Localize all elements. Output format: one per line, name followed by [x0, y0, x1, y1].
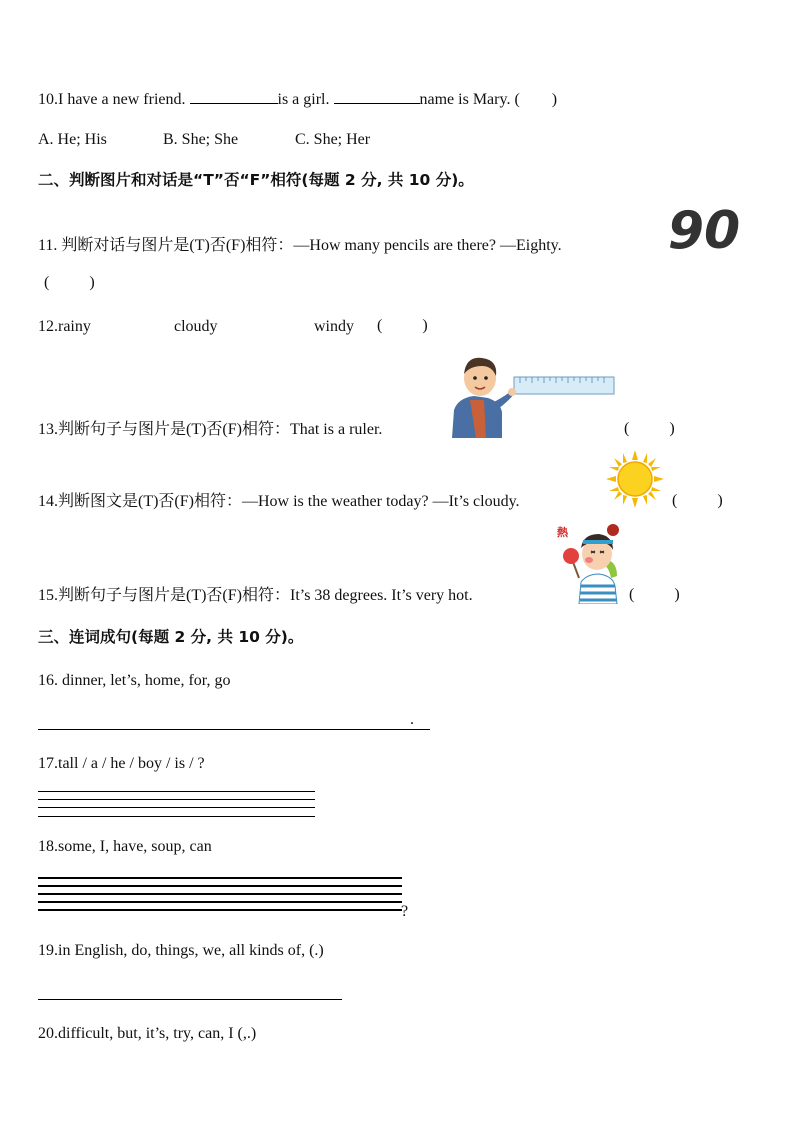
hot-sign-text: 熱 — [557, 526, 568, 539]
q10-option-b: B. She; She — [163, 131, 239, 148]
number-90-image — [666, 200, 742, 256]
question-11-text: 11. 判断对话与图片是(T)否(F)相符：—How many pencils are there? —Eighty. — [38, 237, 562, 254]
q12-item-rainy: 12.rainy — [38, 318, 91, 335]
q18-answer-line-5[interactable] — [38, 909, 402, 911]
q18-end-question-mark: ? — [401, 903, 409, 920]
section-3-heading: 三、连词成句(每题 2 分, 共 10 分)。 — [38, 628, 304, 646]
q10-option-a: A. He; His — [38, 131, 107, 148]
q18-answer-line-1[interactable] — [38, 877, 402, 879]
q16-answer-line[interactable] — [38, 729, 430, 730]
q10-prefix: 10.I have a new friend. — [38, 91, 186, 108]
q17-answer-line-4[interactable] — [38, 816, 315, 817]
question-13-text: 13.判断句子与图片是(T)否(F)相符：That is a ruler. — [38, 421, 383, 438]
q18-answer-line-2[interactable] — [38, 885, 402, 887]
q10-blank-1[interactable] — [190, 88, 278, 104]
q17-answer-line-1[interactable] — [38, 791, 315, 792]
q17-answer-line-3[interactable] — [38, 807, 315, 808]
q15-answer-paren[interactable]: ( ) — [629, 586, 680, 603]
q10-answer-paren[interactable]: ( ) — [514, 91, 558, 108]
question-14-text: 14.判断图文是(T)否(F)相符：—How is the weather today? —It’s cloudy. — [38, 493, 520, 510]
q16-end-period: . — [410, 711, 414, 728]
question-15-text: 15.判断句子与图片是(T)否(F)相符：It’s 38 degrees. It’s very hot. — [38, 587, 473, 604]
q18-answer-line-3[interactable] — [38, 893, 402, 895]
q13-answer-paren[interactable]: ( ) — [624, 420, 675, 437]
q17-answer-line-2[interactable] — [38, 799, 315, 800]
q10-option-c: C. She; Her — [295, 131, 371, 148]
q10-mid: is a girl. — [277, 91, 330, 108]
boy-with-ruler-image — [444, 350, 619, 440]
q10-tail: name is Mary. — [419, 91, 511, 108]
q12-answer-paren[interactable]: ( ) — [377, 317, 428, 334]
q12-item-cloudy: cloudy — [174, 318, 218, 335]
question-16-text: 16. dinner, let’s, home, for, go — [38, 672, 231, 689]
question-19-text: 19.in English, do, things, we, all kinds of, (.) — [38, 942, 324, 959]
hot-girl-image — [553, 520, 627, 604]
question-18-text: 18.some, I, have, soup, can — [38, 838, 212, 855]
q14-answer-paren[interactable]: ( ) — [672, 492, 723, 509]
q19-answer-line[interactable] — [38, 999, 342, 1000]
section-2-heading: 二、判断图片和对话是“T”否“F”相符(每题 2 分, 共 10 分)。 — [38, 171, 474, 189]
q11-answer-paren[interactable]: ( ) — [44, 274, 95, 291]
sun-image — [606, 450, 664, 508]
q18-answer-line-4[interactable] — [38, 901, 402, 903]
question-10 — [38, 88, 557, 110]
number-90-text: 90 — [667, 201, 741, 256]
q10-blank-2[interactable] — [334, 88, 420, 104]
question-20-text: 20.difficult, but, it’s, try, can, I (,.) — [38, 1025, 257, 1042]
question-17-text: 17.tall / a / he / boy / is / ? — [38, 755, 205, 772]
q12-item-windy: windy — [314, 318, 354, 335]
